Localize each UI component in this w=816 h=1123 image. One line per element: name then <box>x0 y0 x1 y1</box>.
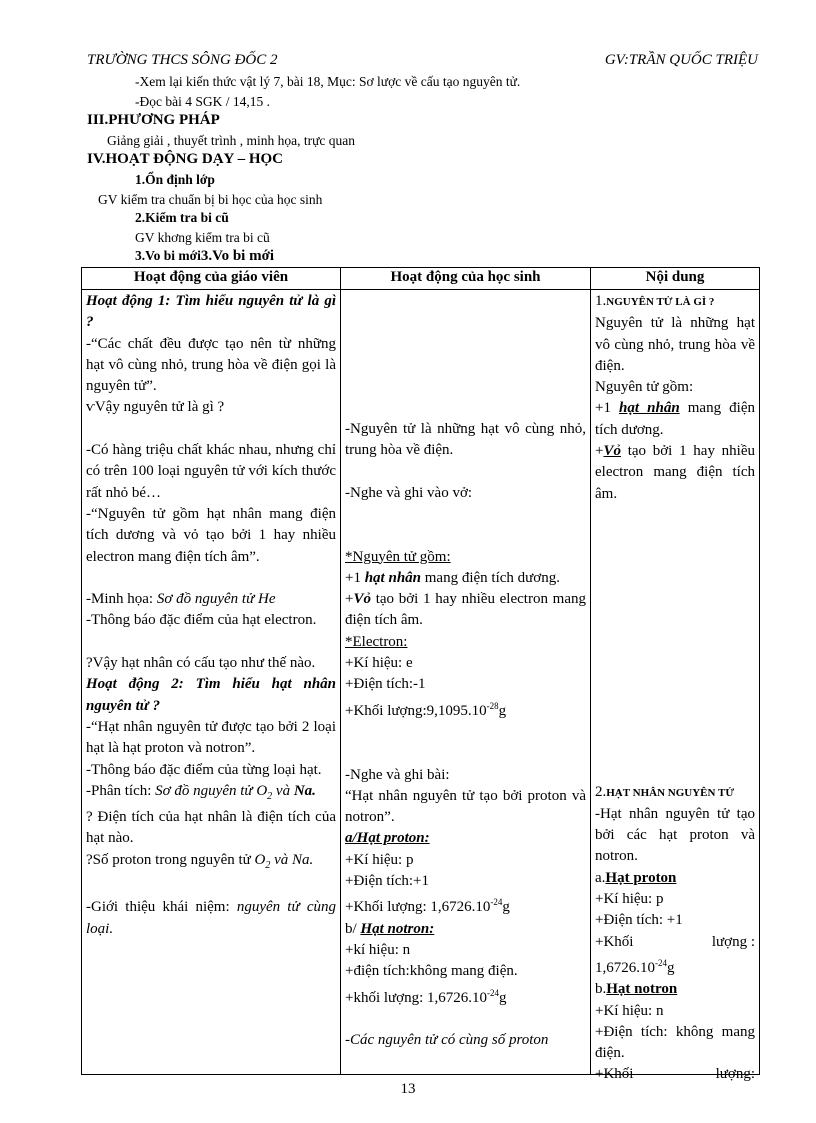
header-teacher: Hoạt động của giáo viên <box>82 268 341 290</box>
teacher-question: ?Vậy hạt nhân có cấu tạo như thế nào. <box>86 655 316 672</box>
school-name: TRƯỜNG THCS SÔNG ĐỐC 2 <box>87 52 278 68</box>
student-text: a/Hạt proton: <box>345 830 430 847</box>
content-text: +Điện tích: +1 <box>595 912 683 929</box>
subsection-3-title: 3.Vo bi mới3.Vo bi mới <box>135 248 275 264</box>
student-text: +Khối lượng: $1,6726.10^{-24}g$ <box>345 897 510 916</box>
page-number: 13 <box>400 1081 416 1097</box>
prep-line-2: -Đọc bài 4 SGK / 14,15 . <box>135 94 270 109</box>
section-3-title: III.PHƯƠNG PHÁP <box>87 112 220 128</box>
student-text: -Nghe và ghi bài: <box>345 766 450 783</box>
activity-2-heading: Hoạt động 2: Tìm hiểu hạt nhân nguyên tử ? <box>86 676 336 714</box>
content-column <box>591 290 760 1083</box>
content-text: a.Hạt proton <box>595 869 677 886</box>
student-text: “Hạt nhân nguyên tử tạo bởi proton và notron”. <box>345 787 586 826</box>
content-text: +1 hạt nhân mang điện tích dương. <box>595 400 755 438</box>
teacher-question: ?Số proton trong nguyên tử $O_2$ và Na. <box>86 851 314 871</box>
teacher-text: -Phân tích: Sơ đồ nguyên tử $O_2$ và Na. <box>86 782 316 802</box>
subsection-2-text: GV khơng kiểm tra bi cũ <box>135 230 270 245</box>
student-text: +Khối $lượng:9,1095.10^{-28}g$ <box>345 700 507 719</box>
student-text: +1 hạt nhân mang điện tích dương. <box>345 569 560 586</box>
student-text: +Điện tích:-1 <box>345 676 426 693</box>
section-4-title: IV.HOẠT ĐỘNG DẠY – HỌC <box>87 151 283 167</box>
student-text: +Vỏ tạo bởi 1 hay nhiều electron mang điện tích âm. <box>345 591 586 629</box>
student-text: *Nguyên tử gồm: <box>345 548 451 565</box>
content-text: +Kí hiệu: n <box>595 1002 664 1019</box>
subsection-1-title: 1.Ổn định lớp <box>135 172 215 187</box>
teacher-text: -Minh họa: Sơ đồ nguyên tử He <box>86 591 276 608</box>
content-text: Nguyên tử gồm: <box>595 379 694 396</box>
teacher-column <box>82 290 341 1075</box>
content-text: +Khối lượng: <box>595 1066 755 1083</box>
teacher-text: -Có hàng triệu chất khác nhau, nhưng chỉ có trên 100 loại nguyên tử với kích thước rất nhỏ bé… <box>86 442 336 501</box>
content-heading-1: 1.NGUYÊN TỬ LÀ GÌ ? <box>595 293 715 309</box>
student-text: b/ Hạt notron: <box>345 920 435 937</box>
teacher-text: -“Các chất đều được tạo nên từ những hạt vô cùng nhỏ, trung hòa về điện gọi là nguyên tử”. <box>86 335 336 395</box>
student-text: -Các nguyên tử có cùng số proton <box>345 1032 549 1049</box>
student-text: -Nghe và ghi vào vở: <box>345 484 473 501</box>
student-text: +kí hiệu: n <box>345 941 411 958</box>
student-text: +Kí hiệu: e <box>345 655 413 672</box>
student-text: +khối lượng: $1,6726.10^{-24}g$ <box>345 987 507 1006</box>
content-text: -Hạt nhân nguyên tử tạo bởi các hạt proton và notron. <box>595 805 755 865</box>
prep-line-1: -Xem lại kiến thức vật lý 7, bài 18, Mục: Sơ lược về cấu tạo nguyên tử. <box>135 74 521 89</box>
student-text: +Điện tích:+1 <box>345 873 429 890</box>
table-body-row <box>82 290 760 1075</box>
teacher-name: GV:TRẦN QUỐC TRIỆU <box>604 52 758 68</box>
content-text: b.Hạt notron <box>595 981 678 998</box>
activity-1-heading: Hoạt động 1: Tìm hiểu nguyên tử là gì ? <box>86 293 336 331</box>
subsection-1-text: GV kiểm tra chuẩn bị bi học của học sinh <box>98 192 323 207</box>
content-text: +Kí hiệu: p <box>595 891 664 908</box>
teacher-text: -Giới thiệu khái niệm: nguyên tử cùng loại. <box>86 899 336 937</box>
content-text: $1,6726.10^{-24}g$ <box>595 957 675 976</box>
teacher-question: ? Điện tích của hạt nhân là điện tích của hạt nào. <box>86 809 336 847</box>
teacher-text: -Thông báo đặc điểm của hạt electron. <box>86 612 317 629</box>
check-mark-icon: ѵ <box>86 399 95 416</box>
student-text: +Kí hiệu: p <box>345 851 414 868</box>
student-text: -Nguyên tử là những hạt vô cùng nhỏ, trung hòa về điện. <box>345 420 586 459</box>
content-text: +Điện tích: không mang điện. <box>595 1023 755 1062</box>
subsection-2-title: 2.Kiểm tra bi cũ <box>135 210 229 225</box>
section-3-text: Giảng giải , thuyết trình , minh họa, trực quan <box>107 133 356 148</box>
content-heading-2: 2.HẠT NHÂN NGUYÊN TỬ <box>595 783 735 800</box>
content-text: Nguyên tử là những hạt vô cùng nhỏ, trung hòa về điện. <box>595 315 755 374</box>
teacher-question: ѵVậy nguyên tử là gì ? <box>86 399 225 416</box>
student-text: *Electron: <box>345 633 408 650</box>
teacher-text: -“Nguyên tử gồm hạt nhân mang điện tích dương và vỏ tạo bởi 1 hay nhiều electron mang điện tích âm”. <box>86 505 336 565</box>
header-student: Hoạt động của học sinh <box>341 268 591 290</box>
content-text: +Khối lượng : <box>595 933 755 950</box>
table-header-row <box>82 268 760 290</box>
teacher-text: -Thông báo đặc điểm của từng loại hạt. <box>86 761 322 778</box>
teacher-text: -“Hạt nhân nguyên tử được tạo bởi 2 loại hạt là hạt proton và notron”. <box>86 718 336 757</box>
student-column <box>341 290 591 1075</box>
header-content: Nội dung <box>591 268 760 290</box>
student-text: +điện tích:không mang điện. <box>345 963 518 980</box>
content-text: +Vỏ tạo bởi 1 hay nhiều electron mang điện tích âm. <box>595 443 755 502</box>
lesson-table <box>81 267 760 1083</box>
